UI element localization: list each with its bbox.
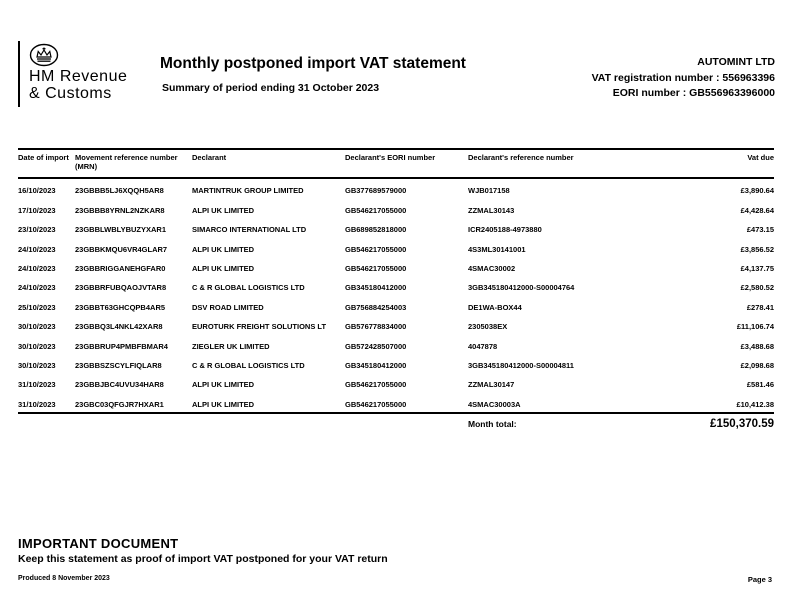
cell-declarant: EUROTURK FREIGHT SOLUTIONS LT: [192, 322, 327, 332]
cell-declarant-eori: GB576778834000: [345, 322, 407, 332]
cell-declarant: ALPI UK LIMITED: [192, 399, 255, 409]
cell-date-of-import: 24/10/2023: [18, 244, 56, 254]
cell-declarant-reference: 3GB345180412000-S00004764: [468, 283, 575, 293]
column-header-declarant: Declarant: [192, 153, 227, 162]
table-row: [18, 373, 774, 392]
cell-declarant: ZIEGLER UK LIMITED: [192, 341, 270, 351]
cell-declarant-eori: GB345180412000: [345, 360, 407, 370]
table-header-row: [18, 148, 774, 179]
table-row: [18, 276, 774, 295]
cell-declarant-reference: 4S3ML30141001: [468, 244, 526, 254]
table-row: [18, 295, 774, 314]
cell-date-of-import: 30/10/2023: [18, 341, 56, 351]
cell-vat-due: £4,137.75: [740, 263, 774, 273]
trader-details: [592, 55, 775, 102]
vat-registration-number: VAT registration number : 556963396: [591, 71, 775, 84]
cell-declarant: ALPI UK LIMITED: [192, 244, 255, 254]
table-row: [18, 392, 774, 411]
cell-declarant-eori: GB546217055000: [345, 399, 407, 409]
column-header-date: Date of import: [18, 153, 69, 162]
cell-mrn: 23GBBRFUBQAOJVTAR8: [75, 283, 167, 293]
period-subtitle: Summary of period ending 31 October 2023: [162, 82, 380, 94]
cell-mrn: 23GBBRIGGANEHGFAR0: [75, 263, 166, 273]
cell-mrn: 23GBBJBC4UVU34HAR8: [75, 380, 164, 390]
cell-declarant: MARTINTRUK GROUP LIMITED: [192, 186, 304, 196]
cell-mrn: 23GBBB8YRNL2NZKAR8: [75, 205, 165, 215]
produced-date: Produced 8 November 2023: [18, 575, 110, 582]
crown-icon: [29, 43, 59, 67]
table-row: [18, 257, 774, 276]
cell-declarant: ALPI UK LIMITED: [192, 380, 255, 390]
table-row: [18, 198, 774, 217]
cell-vat-due: £581.46: [746, 380, 774, 390]
cell-mrn: 23GBBQ3L4NKL42XAR8: [75, 322, 163, 332]
page-number: Page 3: [747, 575, 772, 584]
cell-declarant-eori: GB546217055000: [345, 263, 407, 273]
cell-vat-due: £2,098.68: [740, 360, 774, 370]
cell-vat-due: £2,580.52: [740, 283, 774, 293]
table-row: [18, 237, 774, 256]
cell-declarant-reference: ICR2405188-4973880: [468, 225, 542, 235]
column-header-mrn: Movement reference number (MRN): [75, 153, 178, 171]
page-title: Monthly postponed import VAT statement: [160, 55, 466, 72]
table-row: [18, 354, 774, 373]
cell-vat-due: £473.15: [746, 225, 774, 235]
keep-statement-note: Keep this statement as proof of import VAT postponed for your VAT return: [18, 553, 388, 565]
cell-date-of-import: 17/10/2023: [18, 205, 56, 215]
cell-vat-due: £3,890.64: [740, 186, 774, 196]
cell-date-of-import: 30/10/2023: [18, 322, 56, 332]
cell-vat-due: £3,488.68: [740, 341, 774, 351]
cell-declarant-eori: GB572428507000: [345, 341, 407, 351]
cell-date-of-import: 24/10/2023: [18, 263, 56, 273]
table-row: [18, 315, 774, 334]
cell-declarant-reference: ZZMAL30147: [468, 380, 515, 390]
column-header-reference: Declarant's reference number: [468, 153, 574, 162]
cell-mrn: 23GBC03QFGJR7HXAR1: [75, 399, 164, 409]
cell-vat-due: £278.41: [746, 302, 774, 312]
cell-declarant-reference: WJB017158: [468, 186, 510, 196]
cell-mrn: 23GBBLWBLYBUZYXAR1: [75, 225, 166, 235]
cell-mrn: 23GBBT63GHCQPB4AR5: [75, 302, 166, 312]
cell-declarant-reference: ZZMAL30143: [468, 205, 515, 215]
cell-vat-due: £3,856.52: [740, 244, 774, 254]
cell-declarant-eori: GB756884254003: [345, 302, 407, 312]
cell-vat-due: £10,412.38: [736, 399, 774, 409]
cell-declarant: C & R GLOBAL LOGISTICS LTD: [192, 283, 305, 293]
hmrc-logo: [18, 41, 127, 107]
table-row: [18, 334, 774, 353]
org-name-line2: & Customs: [29, 85, 112, 102]
cell-declarant: C & R GLOBAL LOGISTICS LTD: [192, 360, 305, 370]
cell-declarant-reference: 4047878: [468, 341, 498, 351]
cell-declarant-eori: GB345180412000: [345, 283, 407, 293]
cell-declarant: ALPI UK LIMITED: [192, 205, 255, 215]
import-vat-table: [18, 148, 774, 430]
column-header-eori: Declarant's EORI number: [345, 153, 436, 162]
cell-vat-due: £4,428.64: [740, 205, 774, 215]
month-total-row: [18, 412, 774, 430]
cell-date-of-import: 31/10/2023: [18, 399, 56, 409]
column-header-vat-due: Vat due: [747, 153, 774, 162]
cell-vat-due: £11,106.74: [736, 322, 774, 332]
cell-declarant-eori: GB546217055000: [345, 205, 407, 215]
cell-declarant-eori: GB689852818000: [345, 225, 407, 235]
cell-mrn: 23GBBKMQU6VR4GLAR7: [75, 244, 168, 254]
table-body: [18, 179, 774, 412]
cell-declarant-eori: GB546217055000: [345, 244, 407, 254]
cell-declarant-reference: 2305038EX: [468, 322, 508, 332]
trader-eori-number: EORI number : GB556963396000: [612, 87, 775, 99]
cell-date-of-import: 25/10/2023: [18, 302, 56, 312]
cell-declarant-eori: GB377689579000: [345, 186, 407, 196]
cell-date-of-import: 31/10/2023: [18, 380, 56, 390]
cell-date-of-import: 24/10/2023: [18, 283, 56, 293]
table-row: [18, 179, 774, 198]
org-name-line1: HM Revenue: [29, 68, 128, 85]
month-total-label: Month total:: [468, 418, 517, 429]
cell-mrn: 23GBBB5LJ6XQQH5AR8: [75, 186, 164, 196]
important-document-heading: IMPORTANT DOCUMENT: [18, 536, 179, 551]
cell-declarant: ALPI UK LIMITED: [192, 263, 255, 273]
cell-declarant: DSV ROAD LIMITED: [192, 302, 264, 312]
cell-declarant: SIMARCO INTERNATIONAL LTD: [192, 225, 307, 235]
cell-mrn: 23GBBSZSCYLFIQLAR8: [75, 360, 162, 370]
trader-company-name: AUTOMINT LTD: [697, 56, 775, 68]
cell-declarant-reference: 3GB345180412000-S00004811: [468, 360, 574, 370]
cell-date-of-import: 23/10/2023: [18, 225, 56, 235]
cell-declarant-reference: DE1WA-BOX44: [468, 302, 522, 312]
table-row: [18, 218, 774, 237]
cell-declarant-reference: 4SMAC30003A: [468, 399, 521, 409]
cell-date-of-import: 16/10/2023: [18, 186, 56, 196]
cell-date-of-import: 30/10/2023: [18, 360, 56, 370]
cell-mrn: 23GBBRUP4PMBFBMAR4: [75, 341, 168, 351]
cell-declarant-reference: 4SMAC30002: [468, 263, 516, 273]
cell-declarant-eori: GB546217055000: [345, 380, 407, 390]
month-total-value: £150,370.59: [710, 417, 774, 430]
